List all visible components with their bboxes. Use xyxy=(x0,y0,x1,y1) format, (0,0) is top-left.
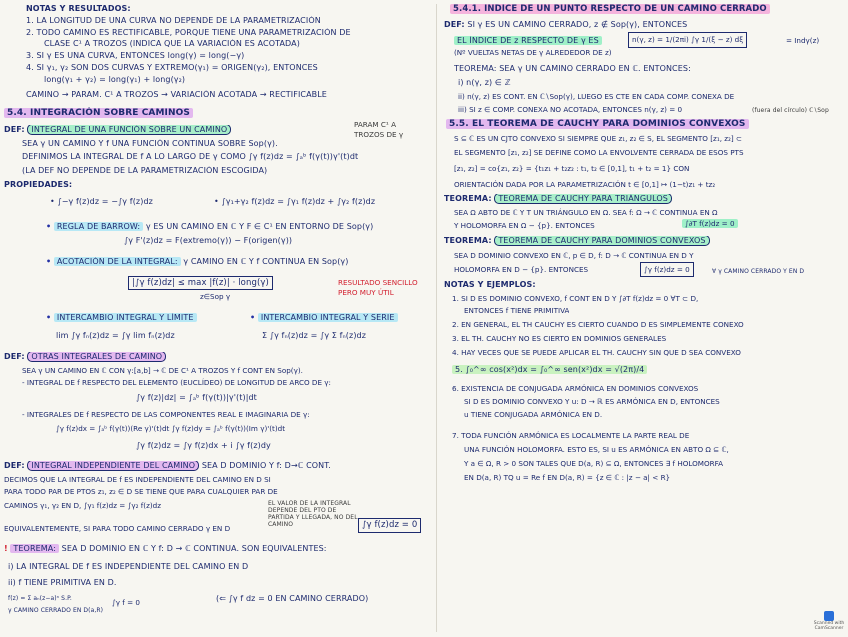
convexo-4: ORIENTACIÓN DADA POR LA PARAMETRIZACIÓN t ∈ [0,1] ↦ (1−t)z₁ + tz₂ xyxy=(454,180,716,189)
indep-note: EL VALOR DE LA INTEGRAL DEPENDE DEL PTO DE PARTIDA Y LLEGADA, NO DEL CAMINO xyxy=(268,500,358,528)
barrow-formula: ∫γ F'(z)dz = F(extremo(γ)) − F(origen(γ)) xyxy=(124,236,293,245)
acot-note-1: RESULTADO SENCILLO xyxy=(338,278,418,287)
teorema-iii-a: f(z) = Σ aₙ(z−a)ⁿ S.P. xyxy=(8,595,72,602)
ejemplo-7c: Y a ∈ Ω, R > 0 SON TALES QUE D(a, R) ⊆ Ω, ENTONCES ∃ f HOLOMORFA xyxy=(464,459,724,468)
ejemplo-1: 1. SI D ES DOMINIO CONVEXO, f CONT EN D Y ∫∂T f(z)dz = 0 ∀T ⊂ D, xyxy=(452,294,699,303)
ejemplo-6: 6. EXISTENCIA DE CONJUGADA ARMÓNICA EN DOMINIOS CONVEXOS xyxy=(452,384,699,393)
indice-i: i) n(γ, z) ∈ ℤ xyxy=(458,78,511,87)
indep-4: CAMINOS γ₁, γ₂ EN D, ∫γ₁ f(z)dz = ∫γ₂ f(z)dz xyxy=(4,501,161,510)
ejemplo-4: 4. HAY VECES QUE SE PUEDE APLICAR EL TH. CAUCHY SIN QUE D SEA CONVEXO xyxy=(452,348,741,357)
notas-ejemplos-title: NOTAS Y EJEMPLOS: xyxy=(444,280,536,289)
section-5-4-1-title: 5.4.1. ÍNDICE DE UN PUNTO RESPECTO DE UN CAMINO CERRADO xyxy=(450,4,770,14)
convexos-formula: ∫γ f(z)dz = 0 xyxy=(640,262,694,277)
convexos-2: HOLOMORFA EN D − {p}. ENTONCES xyxy=(454,265,589,274)
def-line-3: (LA DEF NO DEPENDE DE LA PARAMETRIZACIÓN ESCOGIDA) xyxy=(22,166,268,175)
def-otras-integrales: DEF: OTRAS INTEGRALES DE CAMINO xyxy=(4,352,166,362)
section-5-5-title: 5.5. EL TEOREMA DE CAUCHY PARA DOMINIOS CONVEXOS xyxy=(446,118,749,130)
propiedades-title: PROPIEDADES: xyxy=(4,180,73,189)
ejemplo-7: 7. TODA FUNCIÓN ARMÓNICA ES LOCALMENTE LA PARTE REAL DE xyxy=(452,431,690,440)
ejemplo-5: 5. ∫₀^∞ cos(x²)dx = ∫₀^∞ sen(x²)dx = √(2π)/4 xyxy=(452,364,647,376)
convexo-3: [z₁, z₂] = co{z₁, z₂} = {t₁z₁ + t₂z₂ : t₁, t₂ ∈ [0,1], t₁ + t₂ = 1} CON xyxy=(454,164,690,173)
acotacion-formula: |∫γ f(z)dz| ≤ max |f(z)| · long(γ) xyxy=(128,276,273,290)
teorema-ii: ii) f TIENE PRIMITIVA EN D. xyxy=(8,578,117,587)
nota-1: 1. LA LONGITUD DE UNA CURVA NO DEPENDE DE LA PARAMETRIZACIÓN xyxy=(26,16,321,25)
ejemplo-7b: UNA FUNCIÓN HOLOMORFA. ESTO ES, SI u ES ARMÓNICA EN ABTO Ω ⊆ ℂ, xyxy=(464,445,729,454)
teorema-iii-c: ∫γ f = 0 xyxy=(112,598,140,607)
otras-2: - INTEGRAL DE f RESPECTO DEL ELEMENTO (EUCLÍDEO) DE LONGITUD DE ARCO DE γ: xyxy=(22,378,331,387)
indep-5: EQUIVALENTEMENTE, SI PARA TODO CAMINO CERRADO γ EN D xyxy=(4,524,231,533)
convexos-1: SEA D DOMINIO CONVEXO EN ℂ, p ∈ D, f: D → ℂ CONTINUA EN D Y xyxy=(454,251,694,260)
teorema-nota: (⇐ ∫γ f dz = 0 EN CAMINO CERRADO) xyxy=(216,594,369,603)
teorema-indice: TEOREMA: SEA γ UN CAMINO CERRADO EN ℂ. ENTONCES: xyxy=(454,64,691,73)
regla-barrow: • REGLA DE BARROW: γ ES UN CAMINO EN ℂ Y F ∈ C¹ EN ENTORNO DE Sop(γ) xyxy=(46,222,374,231)
def-independiente: DEF: INTEGRAL INDEPENDIENTE DEL CAMINO SEA D DOMINIO Y f: D→ℂ CONT. xyxy=(4,461,331,470)
indice-vueltas: (Nº VUELTAS NETAS DE γ ALREDEDOR DE z) xyxy=(454,48,612,57)
convexos-cond: ∀ γ CAMINO CERRADO Y EN D xyxy=(712,268,805,275)
column-divider xyxy=(436,4,437,632)
prop-2: • ∫γ₁+γ₂ f(z)dz = ∫γ₁ f(z)dz + ∫γ₂ f(z)dz xyxy=(214,197,376,206)
camscanner-icon xyxy=(824,611,834,621)
indep-2: DECIMOS QUE LA INTEGRAL DE f ES INDEPENDIENTE DEL CAMINO EN D SI xyxy=(4,475,271,484)
intercambio-limite: • INTERCAMBIO INTEGRAL Y LÍMITE xyxy=(46,313,197,323)
indep-3: PARA TODO PAR DE PTOS z₁, z₂ ∈ D SE TIENE QUE PARA CUALQUIER PAR DE xyxy=(4,487,278,496)
prop-1: • ∫−γ f(z)dz = −∫γ f(z)dz xyxy=(50,197,153,206)
nota-4a: 4. SI γ₁, γ₂ SON DOS CURVAS Y EXTREMO(γ₁) = ORIGEN(γ₂), ENTONCES xyxy=(26,63,318,72)
indice-def: EL ÍNDICE DE z RESPECTO DE γ ES xyxy=(454,36,602,46)
nota-3: 3. SI γ ES UNA CURVA, ENTONCES long(γ) = long(−γ) xyxy=(26,51,245,60)
intercambio-serie-formula: Σ ∫γ fₙ(z)dz = ∫γ Σ fₙ(z)dz xyxy=(262,331,367,340)
ejemplo-1b: ENTONCES f TIENE PRIMITIVA xyxy=(464,306,570,315)
def-integral-camino: DEF: INTEGRAL DE UNA FUNCIÓN SOBRE UN CAMINO xyxy=(4,125,231,135)
acotacion-sub: z∈Sop γ xyxy=(200,292,231,301)
indice-formula: n(γ, z) = 1/(2πi) ∫γ 1/(ξ − z) dξ xyxy=(628,32,747,48)
indice-ii: ii) n(γ, z) ES CONT. EN ℂ∖Sop(γ), LUEGO ES CTE EN CADA COMP. CONEXA DE xyxy=(458,92,735,101)
triangulos-formula: ∫∂T f(z)dz = 0 xyxy=(682,219,738,229)
nota-2b: CLASE C¹ A TROZOS (INDICA QUE LA VARIACIÓN ES ACOTADA) xyxy=(44,39,300,48)
triangulos-1: SEA Ω ABTO DE ℂ Y T UN TRIÁNGULO EN Ω. SEA f: Ω → ℂ CONTINUA EN Ω xyxy=(454,208,718,217)
section-5-4-title: 5.4. INTEGRACIÓN SOBRE CAMINOS xyxy=(4,107,193,119)
teorema-triangulos: TEOREMA: TEOREMA DE CAUCHY PARA TRIÁNGULOS xyxy=(444,194,672,204)
convexo-1: S ⊆ ℂ ES UN CJTO CONVEXO SI SIEMPRE QUE z₁, z₂ ∈ S, EL SEGMENTO [z₁, z₂] ⊂ xyxy=(454,134,743,143)
def-line-2: DEFINIMOS LA INTEGRAL DE f A LO LARGO DE γ COMO ∫γ f(z)dz = ∫ₐᵇ f(γ(t))γ'(t)dt xyxy=(22,152,359,161)
otras-3: ∫γ f(z)|dz| = ∫ₐᵇ f(γ(t))|γ'(t)|dt xyxy=(136,393,257,402)
def-indice: DEF: SI γ ES UN CAMINO CERRADO, z ∉ Sop(γ), ENTONCES xyxy=(444,20,688,29)
indice-iii: iii) SI z ∈ COMP. CONEXA NO ACOTADA, ENTONCES n(γ, z) = 0 xyxy=(458,105,683,114)
otras-5: ∫γ f(z)dx = ∫ₐᵇ f(γ(t))(Re γ)'(t)dt ∫γ f(z)dy = ∫ₐᵇ f(γ(t))(Im γ)'(t)dt xyxy=(56,424,286,433)
teorema-equivalencias: ! TEOREMA: SEA D DOMINIO EN ℂ Y f: D → ℂ CONTINUA. SON EQUIVALENTES: xyxy=(4,544,327,553)
ejemplo-6c: u TIENE CONJUGADA ARMÓNICA EN D. xyxy=(464,410,603,419)
nota-5: CAMINO → PARAM. C¹ A TROZOS → VARIACIÓN ACOTADA → RECTIFICABLE xyxy=(26,90,327,99)
indice-iii-note: (fuera del círculo) ℂ∖Sop xyxy=(752,107,829,114)
notas-title: NOTAS Y RESULTADOS: xyxy=(26,4,131,13)
intercambio-limite-formula: lim ∫γ fₙ(z)dz = ∫γ lim fₙ(z)dz xyxy=(56,331,175,340)
otras-6: ∫γ f(z)dz = ∫γ f(z)dx + i ∫γ f(z)dy xyxy=(136,441,271,450)
teorema-iii-b: γ CAMINO CERRADO EN D(a,R) xyxy=(8,607,104,614)
triangulos-2: Y HOLOMORFA EN Ω − {p}. ENTONCES xyxy=(454,221,595,230)
def-line-1: SEA γ UN CAMINO Y f UNA FUNCIÓN CONTINUA SOBRE Sop(γ). xyxy=(22,139,278,148)
ejemplo-3: 3. EL TH. CAUCHY NO ES CIERTO EN DOMINIOS GENERALES xyxy=(452,334,667,343)
otras-4: - INTEGRALES DE f RESPECTO DE LAS COMPONENTES REAL E IMAGINARIA DE γ: xyxy=(22,410,310,419)
nota-2a: 2. TODO CAMINO ES RECTIFICABLE, PORQUE TIENE UNA PARAMETRIZACIÓN DE xyxy=(26,28,351,37)
otras-1: SEA γ UN CAMINO EN ℂ CON γ:[a,b] → ℂ DE C¹ A TROZOS Y f CONT EN Sop(γ). xyxy=(22,366,303,375)
note-param-2: TROZOS DE γ xyxy=(354,130,404,139)
acotacion: • ACOTACIÓN DE LA INTEGRAL: γ CAMINO EN ℂ Y f CONTINUA EN Sop(γ) xyxy=(46,257,349,266)
note-param-1: PARAM C¹ A xyxy=(354,120,396,129)
camscanner-logo: Scanned with CamScanner xyxy=(816,611,842,633)
teorema-convexos: TEOREMA: TEOREMA DE CAUCHY PARA DOMINIOS CONVEXOS xyxy=(444,236,710,246)
ejemplo-2: 2. EN GENERAL, EL TH CAUCHY ES CIERTO CUANDO D ES SIMPLEMENTE CONEXO xyxy=(452,320,744,329)
indice-formula-eq: = Indγ(z) xyxy=(786,36,820,45)
teorema-i: i) LA INTEGRAL DE f ES INDEPENDIENTE DEL CAMINO EN D xyxy=(8,562,249,571)
ejemplo-7d: EN D(a, R) TQ u = Re f EN D(a, R) = {z ∈ ℂ : |z − a| < R} xyxy=(464,473,671,482)
indep-5-formula: ∫γ f(z)dz = 0 xyxy=(358,518,421,533)
intercambio-serie: • INTERCAMBIO INTEGRAL Y SERIE xyxy=(250,313,398,323)
nota-4b: long(γ₁ + γ₂) = long(γ₁) + long(γ₂) xyxy=(44,75,186,84)
ejemplo-6b: SI D ES DOMINIO CONVEXO Y u: D → ℝ ES ARMÓNICA EN D, ENTONCES xyxy=(464,397,720,406)
convexo-2: EL SEGMENTO [z₁, z₂] SE DEFINE COMO LA ENVOLVENTE CERRADA DE ESOS PTS xyxy=(454,148,744,157)
acot-note-2: PERO MUY ÚTIL xyxy=(338,288,394,297)
